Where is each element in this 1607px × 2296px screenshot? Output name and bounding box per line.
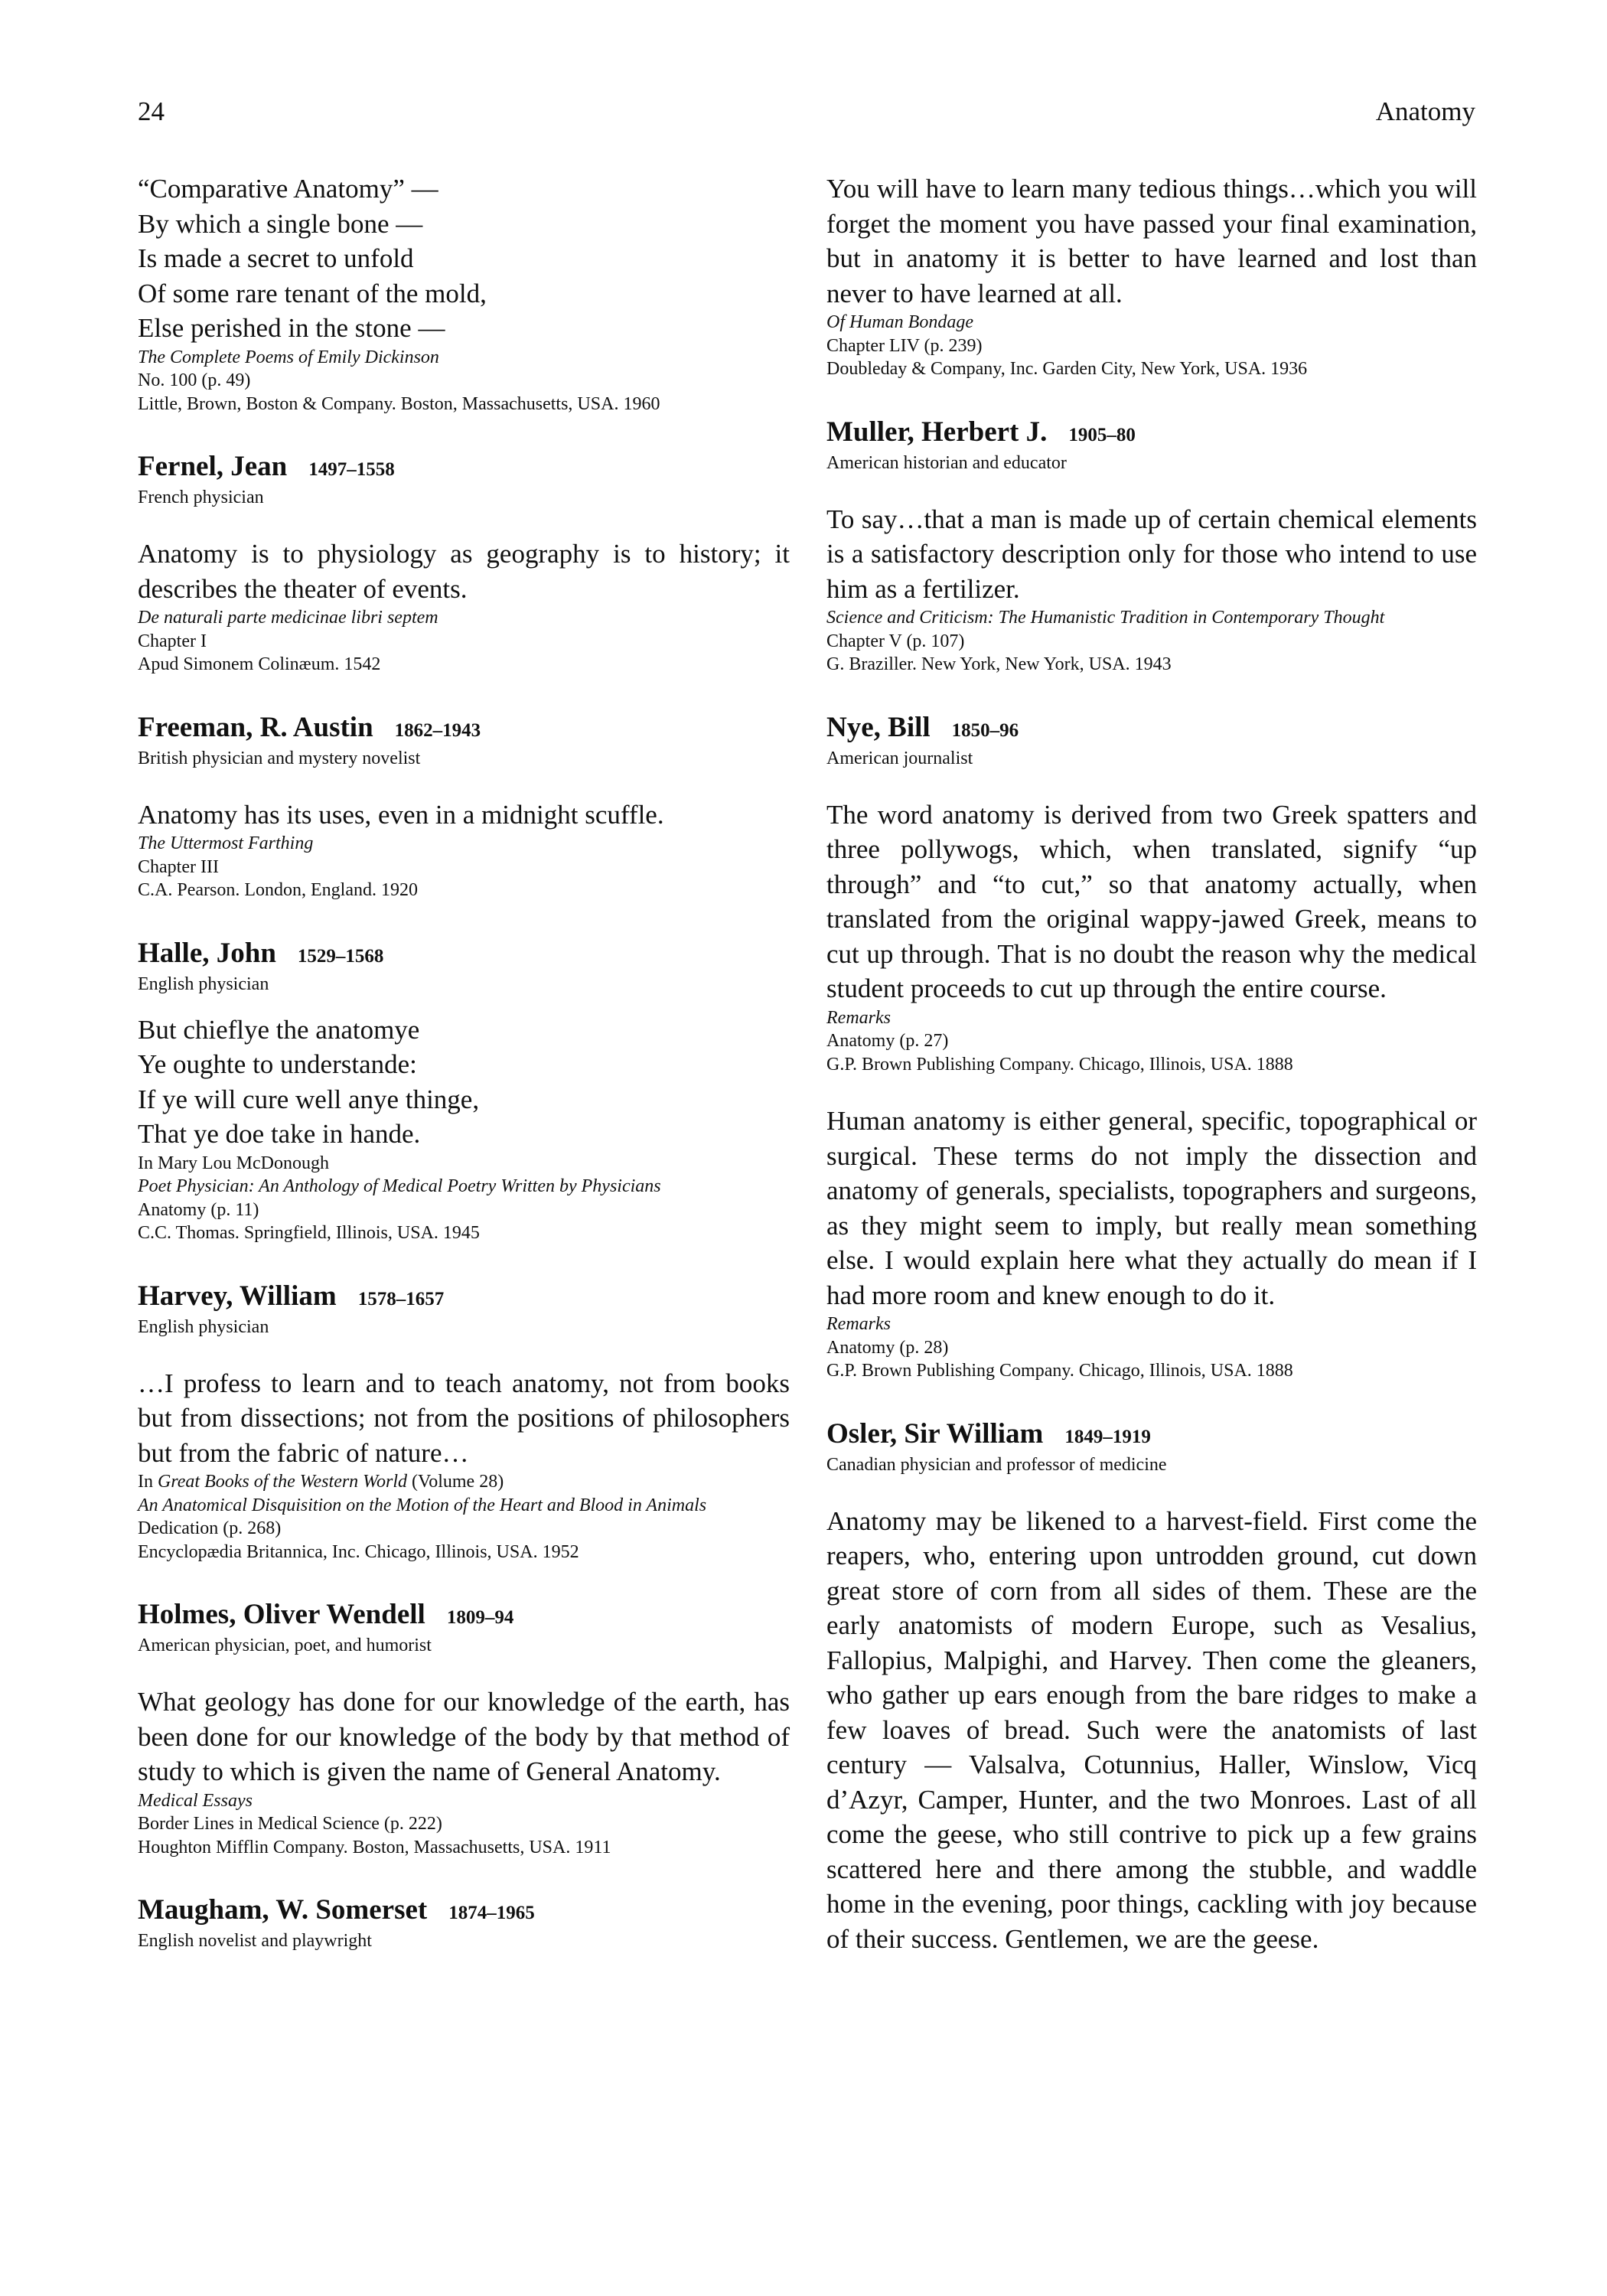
citation: In Great Books of the Western World (Volume 28) An Anatomical Disquisition on the Motion of the Heart and Blood in Animals Dedication (p. 268) Encyclopædia Britannica, Inc. Chicago, Illinois, USA. 1952 bbox=[138, 1472, 707, 1562]
quote-text: The word anatomy is derived from two Greek spatters and three pollywogs, which, when translated, signify “up through” and “to cut,” so that anatomy actually, when translated from the original wappy-jawed Greek, means to cut up through. That is no doubt the reason why the medical student proceeds to cut up through the entire course. bbox=[826, 799, 1477, 1003]
author-heading bbox=[138, 451, 790, 486]
author-dates: 1862–1943 bbox=[394, 719, 481, 741]
citation: Science and Criticism: The Humanistic Tradition in Contemporary Thought Chapter V (p. 107) G. Braziller. New York, New York, USA. 1943 bbox=[826, 608, 1385, 674]
author-heading bbox=[138, 712, 790, 747]
quote-text: Human anatomy is either general, specific, topographical or surgical. These terms do not imply the dissection and anatomy of generals, specialists, topographers and surgeons, as they might seem to imply, but really mean something else. I would explain here what they actually do mean if I had more room and knew enough to do it. bbox=[826, 1106, 1477, 1310]
citation: Medical Essays Border Lines in Medical Science (p. 222) Houghton Mifflin Company. Boston, Massachusetts, USA. 1911 bbox=[138, 1790, 611, 1857]
author-name: Freeman, R. Austin bbox=[138, 711, 373, 743]
citation: The Uttermost Farthing Chapter III C.A. Pearson. London, England. 1920 bbox=[138, 833, 418, 900]
author-heading bbox=[826, 416, 1477, 452]
page-header bbox=[138, 93, 1475, 132]
author-name: Nye, Bill bbox=[826, 711, 931, 743]
quote-text: But chieflye the anatomye Ye oughte to understande: If ye will cure well anye thinge, That ye doe take in hande. bbox=[138, 1014, 480, 1149]
author-entry-muller bbox=[826, 416, 1477, 677]
author-heading bbox=[138, 1599, 790, 1634]
section-title: Anatomy bbox=[1375, 96, 1475, 126]
left-column bbox=[138, 171, 790, 1952]
author-dates: 1497–1558 bbox=[308, 459, 395, 480]
citation: Of Human Bondage Chapter LIV (p. 239) Doubleday & Company, Inc. Garden City, New York, USA. 1936 bbox=[826, 312, 1308, 379]
author-heading bbox=[138, 938, 790, 973]
quote-text: You will have to learn many tedious things…which you will forget the moment you have passed your final examination, but in anatomy it is better to have learned and lost than never to have learned at all. bbox=[826, 174, 1477, 308]
author-heading bbox=[826, 1418, 1477, 1453]
author-entry-halle bbox=[138, 938, 790, 1245]
right-column bbox=[826, 171, 1477, 1956]
citation: Remarks Anatomy (p. 27) G.P. Brown Publishing Company. Chicago, Illinois, USA. 1888 bbox=[826, 1007, 1293, 1075]
author-name: Maugham, W. Somerset bbox=[138, 1894, 428, 1926]
author-description: French physician bbox=[138, 488, 264, 507]
quote-text: What geology has done for our knowledge of the earth, has been done for our knowledge of the body by that method of study to which is given the name of General Anatomy. bbox=[138, 1687, 790, 1786]
author-dates: 1809–94 bbox=[446, 1607, 514, 1628]
author-description: English physician bbox=[138, 974, 269, 994]
author-entry-harvey bbox=[138, 1280, 790, 1564]
author-entry-maugham bbox=[138, 1894, 790, 1952]
author-name: Osler, Sir William bbox=[826, 1417, 1044, 1450]
author-name: Halle, John bbox=[138, 937, 276, 969]
dickinson-entry bbox=[138, 171, 790, 416]
author-dates: 1874–1965 bbox=[448, 1903, 535, 1923]
page-number: 24 bbox=[138, 96, 165, 126]
author-heading bbox=[826, 712, 1477, 747]
author-entry-nye bbox=[826, 712, 1477, 1383]
quote-text: Anatomy has its uses, even in a midnight scuffle. bbox=[138, 799, 664, 830]
maugham-quote-continued bbox=[826, 171, 1477, 381]
author-entry-osler bbox=[826, 1418, 1477, 1957]
author-dates: 1529–1568 bbox=[297, 945, 384, 967]
author-heading bbox=[138, 1894, 790, 1929]
author-description: English physician bbox=[138, 1316, 269, 1337]
quote-text: Anatomy may be likened to a harvest-field. First come the reapers, who, entering upon untrodden ground, cut down great store of corn from all sides of them. These are the early anatomists of modern Europe, such as Vesalius, Fallopius, Malpighi, and Harvey. Then come the gleaners, who gather up ears enough from the bare ridges to make a few loaves of bread. Such were the anatomists of last century — Valsalva, Cotunnius, Haller, Winslow, Vicq d’Azyr, Camper, Hunter, and the two Monroes. Last of all come the geese, who still contrive to pick up a few grains scattered here and there among the stubble, and waddle home in the evening, poor things, cackling with joy because of their success. Gentlemen, we are the geese. bbox=[826, 1505, 1477, 1954]
quote-text: “Comparative Anatomy” — By which a single bone — Is made a secret to unfold Of some rare tenant of the mold, Else perished in the stone — bbox=[138, 174, 487, 343]
author-entry-freeman bbox=[138, 712, 790, 902]
citation: De naturali parte medicinae libri septem Chapter I Apud Simonem Colinæum. 1542 bbox=[138, 608, 438, 674]
author-heading bbox=[138, 1280, 790, 1316]
author-description: English novelist and playwright bbox=[138, 1931, 372, 1951]
citation: In Mary Lou McDonough Poet Physician: An Anthology of Medical Poetry Written by Physicians Anatomy (p. 11) C.C. Thomas. Springfield, Illinois, USA. 1945 bbox=[138, 1153, 661, 1243]
author-name: Harvey, William bbox=[138, 1280, 337, 1312]
author-entry-holmes bbox=[138, 1599, 790, 1859]
author-dates: 1905–80 bbox=[1068, 424, 1136, 445]
author-description: British physician and mystery novelist bbox=[138, 748, 421, 768]
citation: Remarks Anatomy (p. 28) G.P. Brown Publishing Company. Chicago, Illinois, USA. 1888 bbox=[826, 1314, 1293, 1381]
quote-text: Anatomy is to physiology as geography is to history; it describes the theater of events. bbox=[138, 539, 790, 604]
author-entry-fernel bbox=[138, 451, 790, 677]
author-dates: 1850–96 bbox=[951, 719, 1019, 741]
author-name: Holmes, Oliver Wendell bbox=[138, 1599, 425, 1630]
author-name: Muller, Herbert J. bbox=[826, 416, 1048, 448]
quote-text: To say…that a man is made up of certain chemical elements is a satisfactory description only for those who intend to use him as a fertilizer. bbox=[826, 504, 1477, 604]
author-dates: 1849–1919 bbox=[1064, 1426, 1151, 1447]
author-description: Canadian physician and professor of medicine bbox=[826, 1454, 1167, 1475]
author-dates: 1578–1657 bbox=[357, 1288, 445, 1309]
author-name: Fernel, Jean bbox=[138, 451, 288, 482]
citation: The Complete Poems of Emily Dickinson No. 100 (p. 49) Little, Brown, Boston & Company. Boston, Massachusetts, USA. 1960 bbox=[138, 347, 660, 414]
author-description: American journalist bbox=[826, 748, 973, 768]
author-description: American physician, poet, and humorist bbox=[138, 1636, 432, 1655]
quote-text: …I profess to learn and to teach anatomy, not from books but from dissections; not from the positions of philosophers but from the fabric of nature… bbox=[138, 1368, 790, 1468]
author-description: American historian and educator bbox=[826, 452, 1067, 473]
